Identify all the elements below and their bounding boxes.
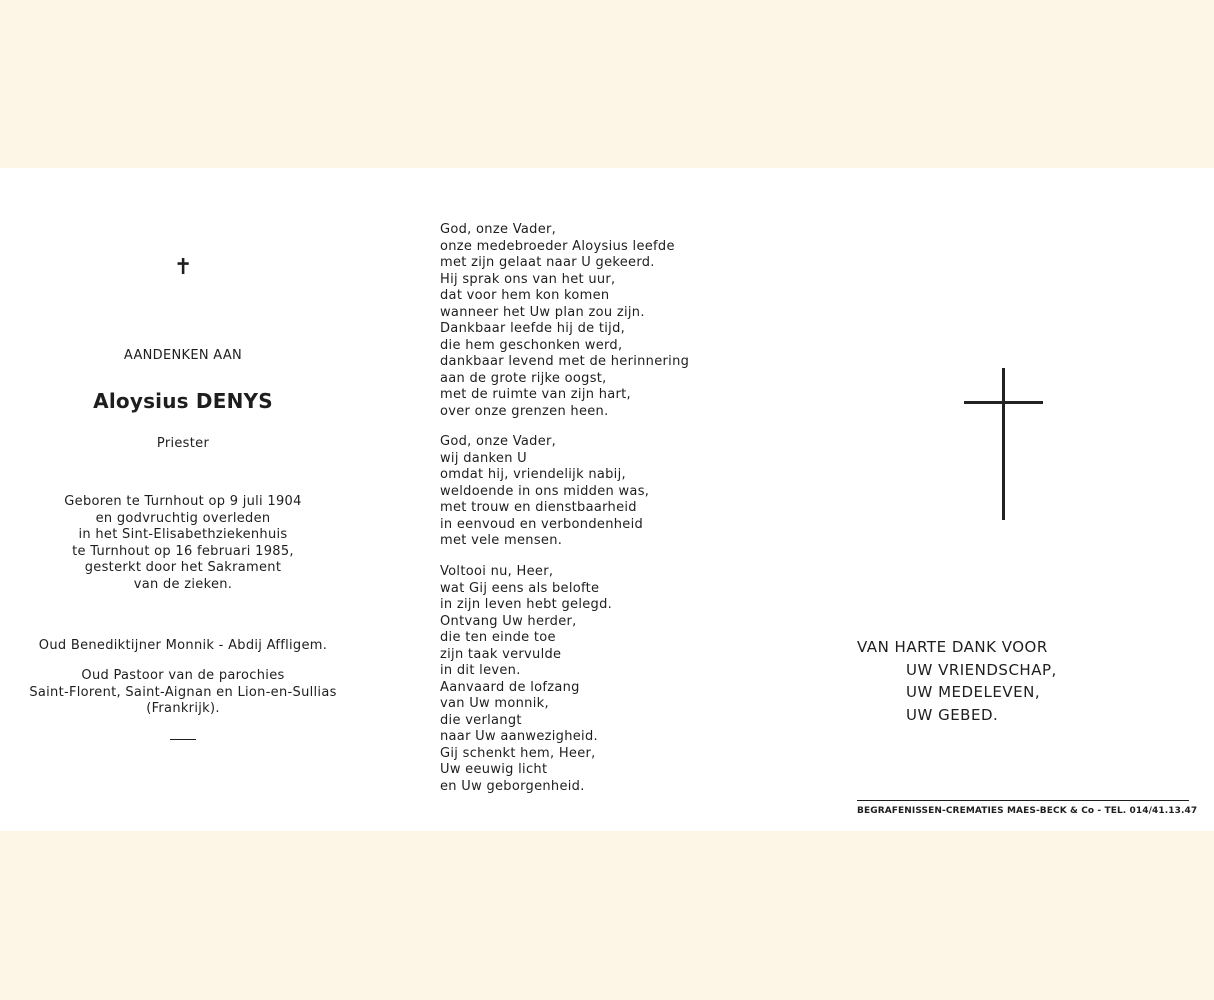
divider-rule	[170, 739, 196, 740]
prayer-line: Ontvang Uw herder,	[440, 613, 577, 629]
prayer-line: met de ruimte van zijn hart,	[440, 387, 631, 402]
prayer-line: Uw eeuwig licht	[440, 762, 548, 777]
pastor-line: Oud Pastoor van de parochies	[81, 668, 285, 683]
prayer-line: met vele mensen.	[440, 533, 563, 548]
pastor-line: (Frankrijk).	[146, 701, 220, 716]
prayer-line: wij danken U	[440, 450, 527, 466]
prayer-line: die hem geschonken werd,	[440, 337, 623, 353]
prayer-line: weldoende in ons midden was,	[440, 483, 650, 499]
remembrance-heading: AANDENKEN AAN	[123, 348, 243, 363]
large-cross-icon	[964, 368, 1043, 520]
prayer-stanza-2	[440, 434, 770, 550]
prayer-line: in dit leven.	[440, 663, 521, 678]
prayer-line: God, onze Vader,	[440, 222, 557, 237]
birth-line: gesterkt door het Sakrament	[84, 560, 282, 575]
prayer-panel	[440, 168, 770, 831]
prayer-line: over onze grenzen heen.	[440, 403, 609, 419]
prayer-line: Voltooi nu, Heer,	[440, 564, 554, 579]
thanks-line: VAN HARTE DANK VOOR	[857, 638, 1048, 656]
prayer-line: Gij schenkt hem, Heer,	[440, 745, 596, 761]
prayer-line: omdat hij, vriendelijk nabij,	[440, 467, 626, 482]
small-cross-icon: ✝	[174, 255, 193, 280]
footer-rule	[857, 800, 1189, 801]
prayer-line: van Uw monnik,	[440, 696, 549, 711]
monk-affiliation: Oud Benediktijner Monnik - Abdij Affligem.	[38, 638, 328, 653]
right-panel	[800, 168, 1214, 831]
prayer-line: met zijn gelaat naar U gekeerd.	[440, 255, 655, 270]
prayer-line: Dankbaar leefde hij de tijd,	[440, 321, 626, 336]
birth-line: en godvruchtig overleden	[95, 510, 271, 526]
deceased-role: Priester	[156, 436, 210, 451]
funeral-home-footer: BEGRAFENISSEN-CREMATIES MAES-BECK & Co - TEL. 014/41.13.47	[857, 806, 1198, 816]
prayer-line: in eenvoud en verbondenheid	[440, 516, 644, 532]
prayer-line: die ten einde toe	[440, 630, 556, 645]
prayer-line: wanneer het Uw plan zou zijn.	[440, 304, 645, 320]
prayer-line: in zijn leven hebt gelegd.	[440, 597, 613, 612]
prayer-line: en Uw geborgenheid.	[440, 778, 585, 794]
prayer-line: aan de grote rijke oogst,	[440, 370, 607, 386]
prayer-line: die verlangt	[440, 712, 522, 728]
prayer-line: naar Uw aanwezigheid.	[440, 729, 598, 744]
thanks-line: UW VRIENDSCHAP,	[906, 660, 1057, 679]
memorial-card	[0, 168, 1214, 831]
pastor-line: Saint-Florent, Saint-Aignan en Lion-en-Sullias	[29, 684, 337, 700]
birth-death-details	[12, 494, 354, 593]
prayer-line: onze medebroeder Aloysius leefde	[440, 238, 675, 254]
prayer-line: met trouw en dienstbaarheid	[440, 500, 637, 515]
prayer-line: Hij sprak ons van het uur,	[440, 271, 616, 287]
prayer-stanza-1	[440, 222, 770, 420]
birth-line: van de zieken.	[133, 576, 233, 592]
cross-vertical-bar	[1002, 368, 1005, 520]
birth-line: Geboren te Turnhout op 9 juli 1904	[64, 494, 302, 509]
left-panel	[12, 168, 354, 831]
prayer-line: dankbaar levend met de herinnering	[440, 354, 690, 369]
prayer-line: dat voor hem kon komen	[440, 288, 610, 303]
birth-line: in het Sint-Elisabethziekenhuis	[78, 527, 288, 542]
prayer-stanza-3	[440, 564, 770, 795]
pastor-details	[12, 668, 354, 718]
prayer-line: God, onze Vader,	[440, 434, 557, 449]
thanks-line: UW MEDELEVEN,	[906, 683, 1041, 701]
thank-you-message	[857, 636, 1057, 726]
prayer-line: Aanvaard de lofzang	[440, 679, 580, 695]
prayer-line: wat Gij eens als belofte	[440, 580, 600, 596]
deceased-name: Aloysius DENYS	[93, 389, 273, 413]
cross-horizontal-bar	[964, 401, 1043, 404]
thanks-line: UW GEBED.	[906, 705, 999, 724]
birth-line: te Turnhout op 16 februari 1985,	[72, 543, 294, 559]
prayer-line: zijn taak vervulde	[440, 646, 562, 662]
